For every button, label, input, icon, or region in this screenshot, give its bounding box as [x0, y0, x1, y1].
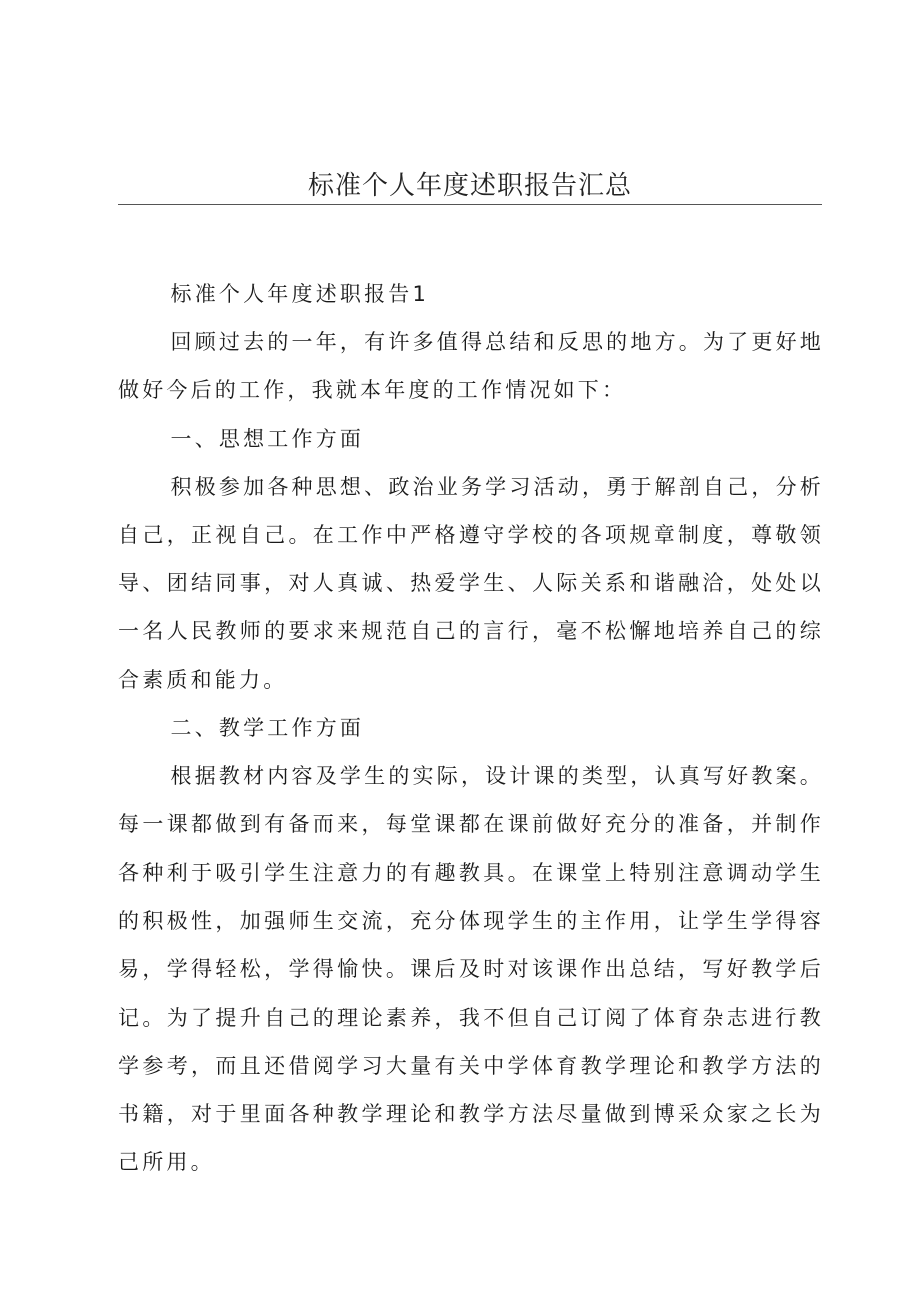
section-title: 标准个人年度述职报告1 — [170, 282, 430, 306]
document-title: 标准个人年度述职报告汇总 — [307, 171, 632, 201]
paragraph-teaching-work: 根据教材内容及学生的实际，设计课的类型，认真写好教案。每一课都做到有备而来，每堂课都在课前做好充分的准备，并制作各种利于吸引学生注意力的有趣教具。在课堂上特别注意调动学生的积极性，加强师生交流，充分体现学生的主作用，让学生学得容易，学得轻松，学得愉快。课后及时对该课作出总结，写好教学后记。为了提升自己的理论素养，我不但自己订阅了体育杂志进行教学参考，而且还借阅学习大量有关中学体育教学理论和教学方法的书籍，对于里面各种教学理论和教学方法尽量做到博采众家之长为己所用。 — [118, 764, 824, 1175]
heading-teaching-work: 二、教学工作方面 — [170, 716, 365, 741]
paragraph-thought-work: 积极参加各种思想、政治业务学习活动，勇于解剖自己，分析自己，正视自己。在工作中严格遵守学校的各项规章制度，尊敬领导、团结同事，对人真诚、热爱学生、人际关系和谐融洽，处处以一名人民教师的要求来规范自己的言行，毫不松懈地培养自己的综合素质和能力。 — [118, 474, 824, 692]
intro-paragraph: 回顾过去的一年，有许多值得总结和反思的地方。为了更好地做好今后的工作，我就本年度的工作情况如下： — [118, 330, 824, 403]
title-underline — [118, 204, 822, 205]
heading-thought-work: 一、思想工作方面 — [170, 426, 365, 451]
document-body — [118, 270, 824, 1187]
